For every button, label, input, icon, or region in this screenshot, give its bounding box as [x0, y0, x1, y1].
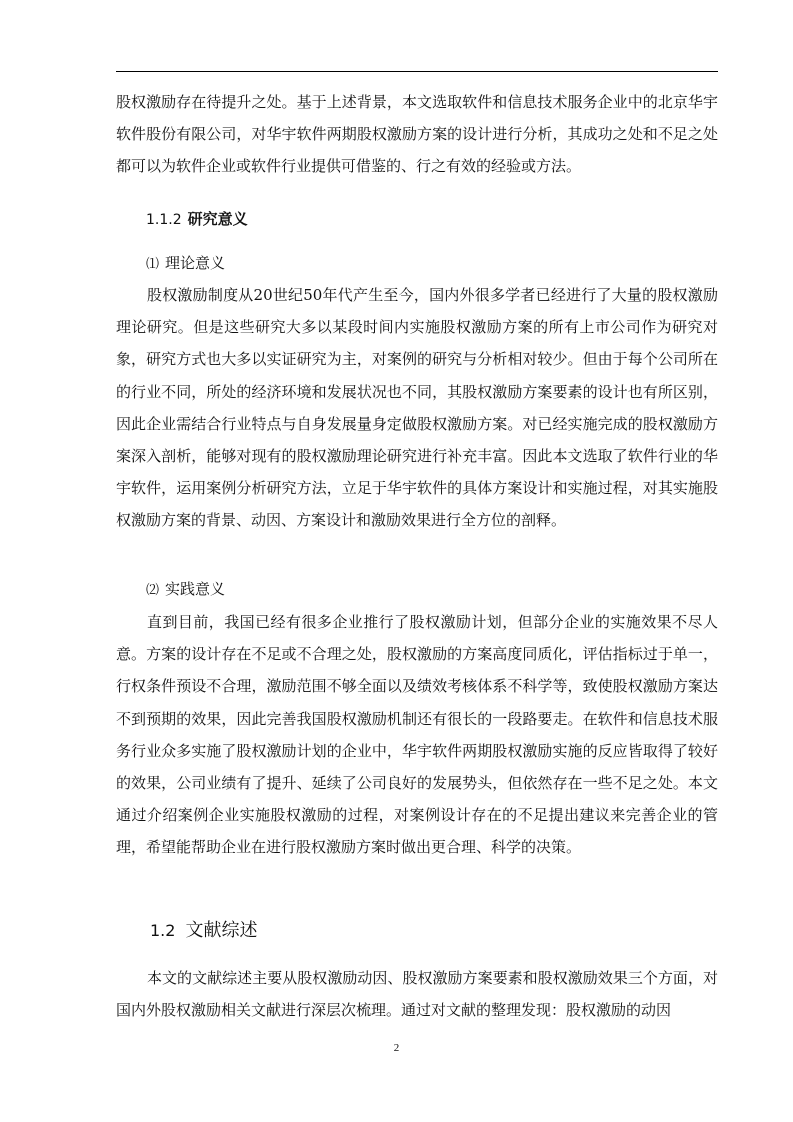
section-number: 1.2 — [150, 921, 176, 940]
section-heading-1-1-2 — [146, 203, 248, 236]
subsection-marker: ⑵ — [146, 583, 160, 598]
subsection-title: 实践意义 — [165, 580, 226, 598]
paragraph-practice: 直到目前，我国已经有很多企业推行了股权激励计划，但部分企业的实施效果不尽人意。方案的设计存在不足或不合理之处，股权激励的方案高度同质化，评估指标过于单一，行权条件预设不合理，激励范围不够全面以及绩效考核体系不科学等，致使股权激励方案达不到预期的效果，因此完善我国股权激励机制还有很长的一段路要走。在软件和信息技术服务行业众多实施了股权激励计划的企业中，华宇软件两期股权激励实施的反应皆取得了较好的效果，公司业绩有了提升、延续了公司良好的发展势头，但依然存在一些不足之处。本文通过介绍案例企业实施股权激励的过程，对案例设计存在的不足提出建议来完善企业的管理，希望能帮助企业在进行股权激励方案时做出更合理、科学的决策。 — [116, 613, 718, 857]
page-number: 2 — [393, 1042, 400, 1054]
section-title: 研究意义 — [187, 210, 248, 228]
paragraph-literature-review: 本文的文献综述主要从股权激励动因、股权激励方案要素和股权激励效果三个方面，对国内外股权激励相关文献进行深层次梳理。通过对文献的整理发现：股权激励的动因 — [116, 969, 718, 1020]
section-title: 文献综述 — [185, 920, 258, 941]
header-rule — [116, 71, 718, 72]
paragraph-continued: 股权激励存在待提升之处。基于上述背景，本文选取软件和信息技术服务企业中的北京华宇软件股份有限公司，对华宇软件两期股权激励方案的设计进行分析，其成功之处和不足之处都可以为软件企业或软件行业提供可借鉴的、行之有效的经验或方法。 — [116, 93, 718, 176]
subsection-heading-practice — [146, 573, 225, 607]
subsection-title: 理论意义 — [165, 254, 226, 272]
paragraph-theory: 股权激励制度从20世纪50年代产生至今，国内外很多学者已经进行了大量的股权激励理论研究。但是这些研究大多以某段时间内实施股权激励方案的所有上市公司作为研究对象，研究方式也大多以实证研究为主，对案例的研究与分析相对较少。但由于每个公司所在的行业不同，所处的经济环境和发展状况也不同，其股权激励方案要素的设计也有所区别，因此企业需结合行业特点与自身发展量身定做股权激励方案。对已经实施完成的股权激励方案深入剖析，能够对现有的股权激励理论研究进行补充丰富。因此本文选取了软件行业的华宇软件，运用案例分析研究方法，立足于华宇软件的具体方案设计和实施过程，对其实施股权激励方案的背景、动因、方案设计和激励效果进行全方位的剖释。 — [116, 286, 718, 530]
section-heading-1-2 — [150, 915, 257, 947]
subsection-marker: ⑴ — [146, 257, 160, 272]
subsection-heading-theory — [146, 247, 225, 281]
section-number: 1.1.2 — [146, 212, 182, 228]
